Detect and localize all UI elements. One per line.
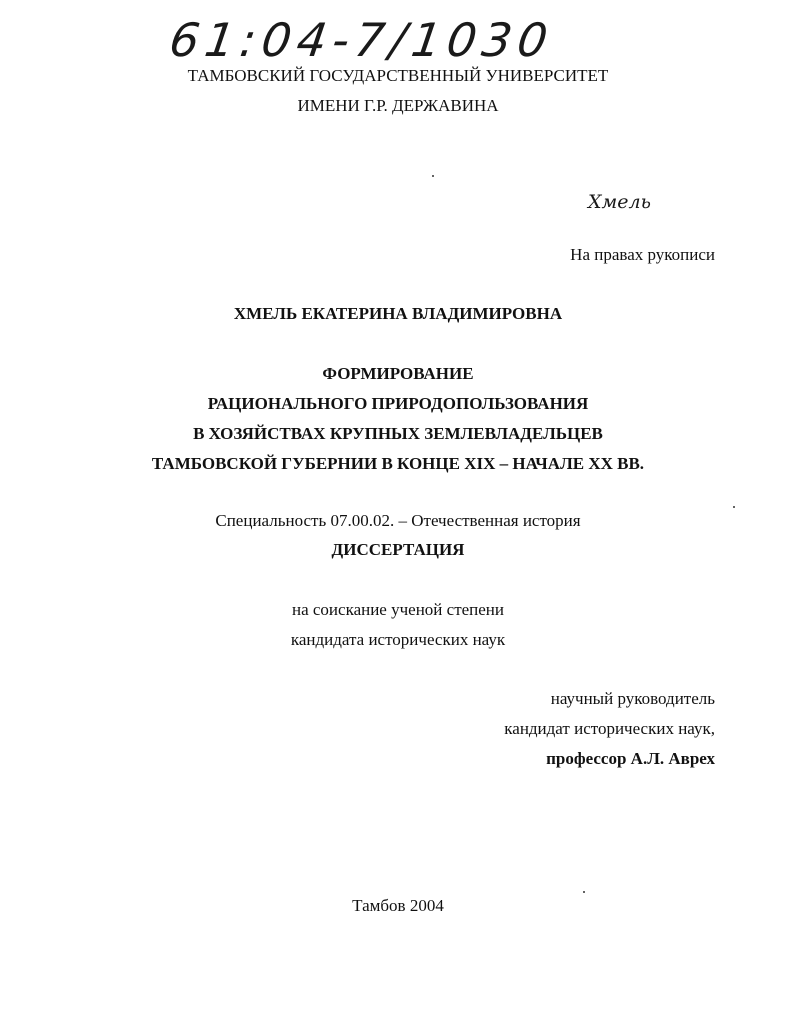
work-type: ДИССЕРТАЦИЯ	[331, 540, 465, 559]
degree-line-1: на соискание ученой степени	[291, 600, 505, 619]
title-line-2: РАЦИОНАЛЬНОГО ПРИРОДОПОЛЬЗОВАНИЯ	[207, 394, 589, 413]
place-and-year: Тамбов 2004	[352, 896, 444, 915]
author-name: ХМЕЛЬ ЕКАТЕРИНА ВЛАДИМИРОВНА	[233, 304, 563, 323]
title-line-1: ФОРМИРОВАНИЕ	[322, 364, 474, 383]
specialty-line: Специальность 07.00.02. – Отечественная история	[215, 511, 581, 530]
scan-speck	[583, 891, 585, 893]
handwritten-signature: Хмель	[588, 191, 651, 213]
supervisor-degree: кандидат исторических наук,	[504, 719, 715, 738]
manuscript-rights-note: На правах рукописи	[570, 245, 715, 264]
title-line-3: В ХОЗЯЙСТВАХ КРУПНЫХ ЗЕМЛЕВЛАДЕЛЬЦЕВ	[193, 424, 603, 443]
handwritten-archive-code: 61:04-7/1030	[166, 13, 557, 67]
degree-line-2: кандидата исторических наук	[290, 630, 506, 649]
scan-speck	[432, 175, 434, 177]
supervisor-role: научный руководитель	[550, 689, 715, 708]
supervisor-name: профессор А.Л. Аврех	[546, 749, 715, 768]
title-line-4: ТАМБОВСКОЙ ГУБЕРНИИ В КОНЦЕ XIX – НАЧАЛЕ XX ВВ.	[151, 454, 645, 473]
scan-speck	[733, 506, 735, 508]
university-name: ТАМБОВСКИЙ ГОСУДАРСТВЕННЫЙ УНИВЕРСИТЕТ	[187, 66, 609, 85]
university-named-after: ИМЕНИ Г.Р. ДЕРЖАВИНА	[297, 96, 499, 115]
